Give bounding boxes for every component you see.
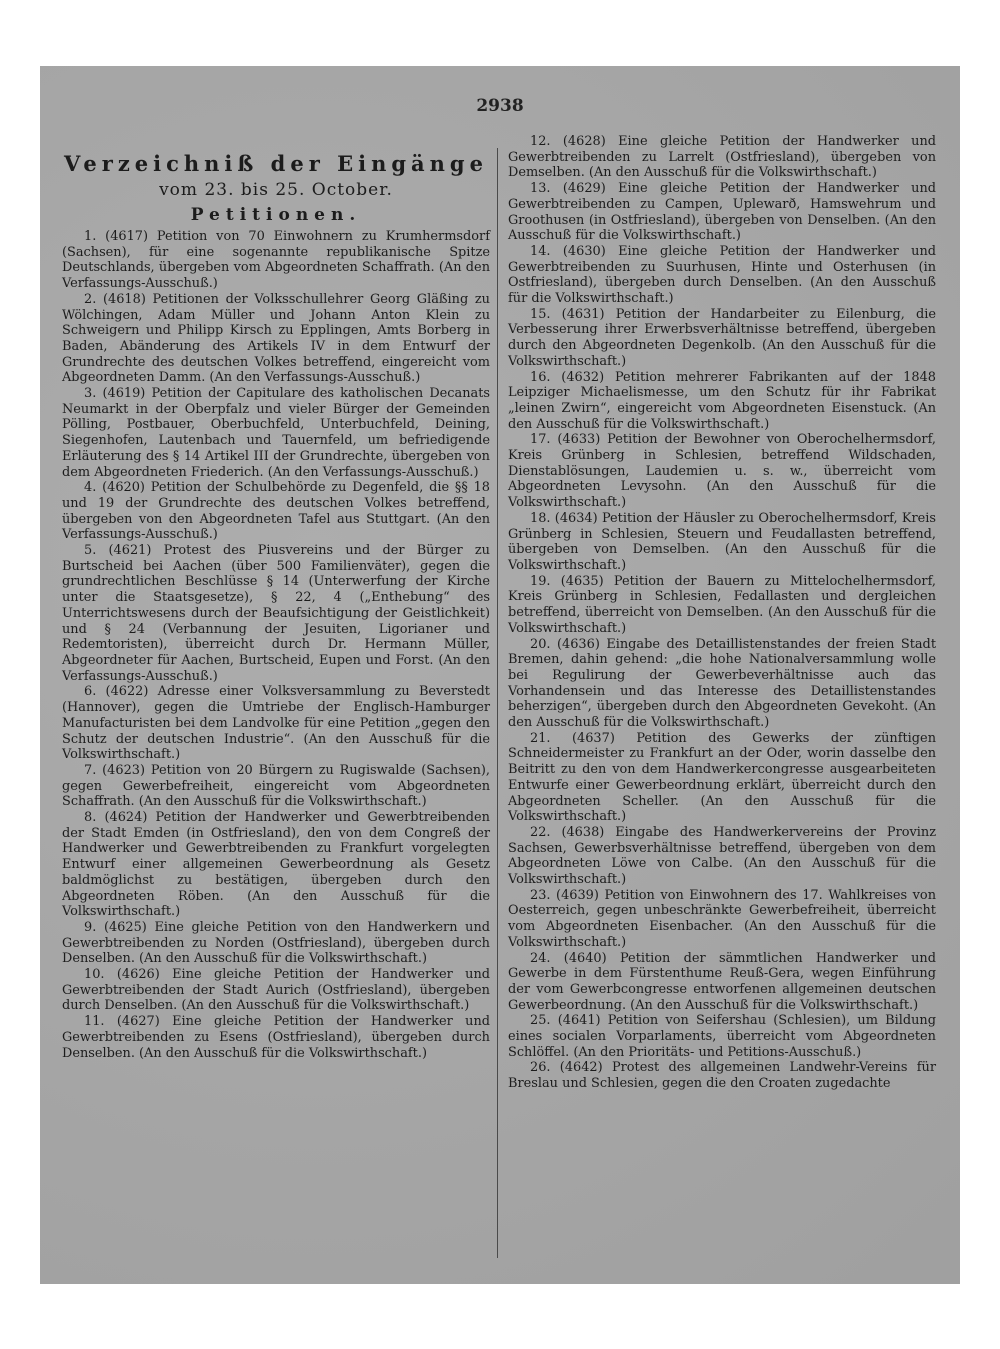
petition-entry: 3. (4619) Petition der Capitulare des katholischen Decanats Neumarkt in der Oberpfalz und vieler Bürger der Gemeinden Pölling, Postbauer, Oberbuchfeld, Unterbuchfeld, Deining, Siegenhofen, Lautenbach und Tauernfeld, um befriedigende Erläuterung des § 14 Artikel III der Grundrechte, übergeben von dem Abgeordneten Friederich. (An den Verfassungs-Ausschuß.) — [62, 386, 490, 480]
section-heading: Petitionen. — [190, 205, 362, 225]
petition-entry: 12. (4628) Eine gleiche Petition der Handwerker und Gewerbtreibenden zu Larrelt (Ostfriesland), übergeben von Demselben. (An den Ausschuß für die Volkswirthschaft.) — [508, 134, 936, 181]
scanned-page — [40, 66, 960, 1284]
petition-entry: 22. (4638) Eingabe des Handwerkervereins der Provinz Sachsen, Gewerbsverhältnisse betreffend, übergeben von dem Abgeordneten Löwe von Calbe. (An den Ausschuß für die Volkswirthschaft.) — [508, 824, 936, 888]
page-number: 2938 — [476, 96, 524, 116]
petition-entry: 15. (4631) Petition der Handarbeiter zu Eilenburg, die Verbesserung ihrer Erwerbsverhältnisse betreffend, übergeben durch den Abgeordneten Degenkolb. (An den Ausschuß für die Volkswirthschaft.) — [508, 306, 936, 369]
petition-entry: 19. (4635) Petition der Bauern zu Mittelochelhermsdorf, Kreis Grünberg in Schlesien, Fedallasten und dergleichen betreffend, überreicht von Demselben. (An den Ausschuß für die Volkswirthschaft.) — [508, 573, 936, 636]
petition-entry: 5. (4621) Protest des Piusvereins und der Bürger zu Burtscheid bei Aachen (über 500 Familienväter), gegen die grundrechtlichen Beschlüsse § 14 (Unterwerfung der Kirche unter die Staatsgesetze), § 22, 4 („Enthebung“ des Unterrichtswesens durch der Beaufsichtigung der Geistlichkeit) und § 24 (Verbannung der Jesuiten, Ligorianer und Redemtoristen), überreicht durch Dr. Hermann Müller, Abgeordneter für Aachen, Burtscheid, Eupen und Forst. (An den Verfassungs-Ausschuß.) — [62, 543, 490, 684]
left-column — [62, 152, 490, 1061]
petition-entry: 9. (4625) Eine gleiche Petition von den Handwerkern und Gewerbtreibenden zu Norden (Ostfriesland), übergeben durch Denselben. (An den Ausschuß für die Volkswirthschaft.) — [62, 919, 490, 967]
date-range: vom 23. bis 25. October. — [159, 180, 393, 200]
petition-entry: 11. (4627) Eine gleiche Petition der Handwerker und Gewerbtreibenden zu Esens (Ostfriesland), übergeben durch Denselben. (An den Ausschuß für die Volkswirthschaft.) — [62, 1014, 490, 1061]
column-divider — [497, 148, 498, 1258]
petition-entry: 20. (4636) Eingabe des Detaillistenstandes der freien Stadt Bremen, dahin gehend: „die hohe Nationalversammlung wolle bei Regulirung der Gewerbeverhältnisse auch das Vorhandensein und das Interesse des Detaillistenstandes beherzigen“, übergeben durch den Abgeordneten Gevekoht. (An den Ausschuß für die Volkswirthschaft.) — [508, 636, 936, 731]
petition-entry: 18. (4634) Petition der Häusler zu Oberochelhermsdorf, Kreis Grünberg in Schlesien, Steuern und Feudallasten betreffend, übergeben von Demselben. (An den Ausschuß für die Volkswirthschaft.) — [508, 510, 936, 573]
petition-entry: 6. (4622) Adresse einer Volksversammlung zu Beverstedt (Hannover), gegen die Umtriebe der Englisch-Hamburger Manufacturisten bei dem Landvolke für eine Petition „gegen den Schutz der deutschen Industrie“. (An den Ausschuß für die Volkswirthschaft.) — [62, 684, 490, 763]
petition-entry: 1. (4617) Petition von 70 Einwohnern zu Krumhermsdorf (Sachsen), für eine sogenannte republikanische Spitze Deutschlands, übergeben vom Abgeordneten Schaffrath. (An den Verfassungs-Ausschuß.) — [62, 229, 490, 292]
petition-entry: 16. (4632) Petition mehrerer Fabrikanten auf der 1848 Leipziger Michaelismesse, um den Schutz für ihr Fabrikat „leinen Zwirn“, eingereicht vom Abgeordneten Eisenstuck. (An den Ausschuß für die Volkswirthschaft.) — [508, 369, 936, 432]
right-column — [508, 134, 936, 1092]
petition-entry: 21. (4637) Petition des Gewerks der zünftigen Schneidermeister zu Frankfurt an der Oder, worin dasselbe den Beitritt zu den von dem Handwerkercongresse ausgearbeiteten Entwurfe einer Gewerbeordnung erklärt, überreicht durch den Abgeordneten Scheller. (An den Ausschuß für die Volkswirthschaft.) — [508, 730, 936, 825]
petition-entry: 17. (4633) Petition der Bewohner von Oberochelhermsdorf, Kreis Grünberg in Schlesien, betreffend Wildschaden, Dienstablösungen, Laudemien u. s. w., überreicht vom Abgeordneten Levysohn. (An den Ausschuß für die Volkswirthschaft.) — [508, 432, 936, 511]
petition-entry: 8. (4624) Petition der Handwerker und Gewerbtreibenden der Stadt Emden (in Ostfriesland), den von dem Congreß der Handwerker und Gewerbtreibenden zu Frankfurt vorgelegten Entwurf einer allgemeinen Gewerbeordnung als Gesetz baldmöglichst zu bestätigen, übergeben durch den Abgeordneten Röben. (An den Ausschuß für die Volkswirthschaft.) — [62, 810, 490, 920]
document-title: Verzeichniß der Eingänge — [64, 151, 488, 176]
petition-entry: 10. (4626) Eine gleiche Petition der Handwerker und Gewerbtreibenden der Stadt Aurich (Ostfriesland), übergeben durch Denselben. (An den Ausschuß für die Volkswirthschaft.) — [62, 967, 490, 1014]
petition-entry: 13. (4629) Eine gleiche Petition der Handwerker und Gewerbtreibenden zu Campen, Uplewarð, Hamswehrum und Groothusen (in Ostfriesland), übergeben von Denselben. (An den Ausschuß für die Volkswirthschaft.) — [508, 181, 936, 244]
petition-entry: 25. (4641) Petition von Seifershau (Schlesien), um Bildung eines socialen Vorparlaments, überreicht vom Abgeordneten Schlöffel. (An den Prioritäts- und Petitions-Ausschuß.) — [508, 1013, 936, 1060]
petition-entry: 14. (4630) Eine gleiche Petition der Handwerker und Gewerbtreibenden zu Suurhusen, Hinte und Osterhusen (in Ostfriesland), übergeben durch Denselben. (An den Ausschuß für die Volkswirthschaft.) — [508, 243, 936, 307]
petition-entry: 4. (4620) Petition der Schulbehörde zu Degenfeld, die §§ 18 und 19 der Grundrechte des deutschen Volkes betreffend, übergeben von den Abgeordneten Tafel aus Stuttgart. (An den Verfassungs-Ausschuß.) — [62, 480, 490, 543]
petition-entry: 26. (4642) Protest des allgemeinen Landwehr-Vereins für Breslau und Schlesien, gegen die den Croaten zugedachte — [508, 1060, 936, 1092]
petition-entry: 23. (4639) Petition von Einwohnern des 17. Wahlkreises von Oesterreich, gegen unbeschränkte Gewerbefreiheit, überreicht vom Abgeordneten Eisenbacher. (An den Ausschuß für die Volkswirthschaft.) — [508, 887, 936, 950]
petition-entry: 7. (4623) Petition von 20 Bürgern zu Rugiswalde (Sachsen), gegen Gewerbefreiheit, eingereicht vom Abgeordneten Schaffrath. (An den Ausschuß für die Volkswirthschaft.) — [62, 762, 490, 810]
petition-entry: 2. (4618) Petitionen der Volksschullehrer Georg Gläßing zu Wölchingen, Adam Müller und Johann Anton Klein zu Schweigern und Philipp Kirsch zu Epplingen, Amts Borberg in Baden, Abänderung des Artikels IV in dem Entwurf der Grundrechte des deutschen Volkes betreffend, eingereicht vom Abgeordneten Damm. (An den Verfassungs-Ausschuß.) — [62, 291, 490, 386]
petition-entry: 24. (4640) Petition der sämmtlichen Handwerker und Gewerbe in dem Fürstenthume Reuß-Gera, wegen Einführung der vom Gewerbcongresse entworfenen allgemeinen deutschen Gewerbeordnung. (An den Ausschuß für die Volkswirthschaft.) — [508, 950, 936, 1013]
